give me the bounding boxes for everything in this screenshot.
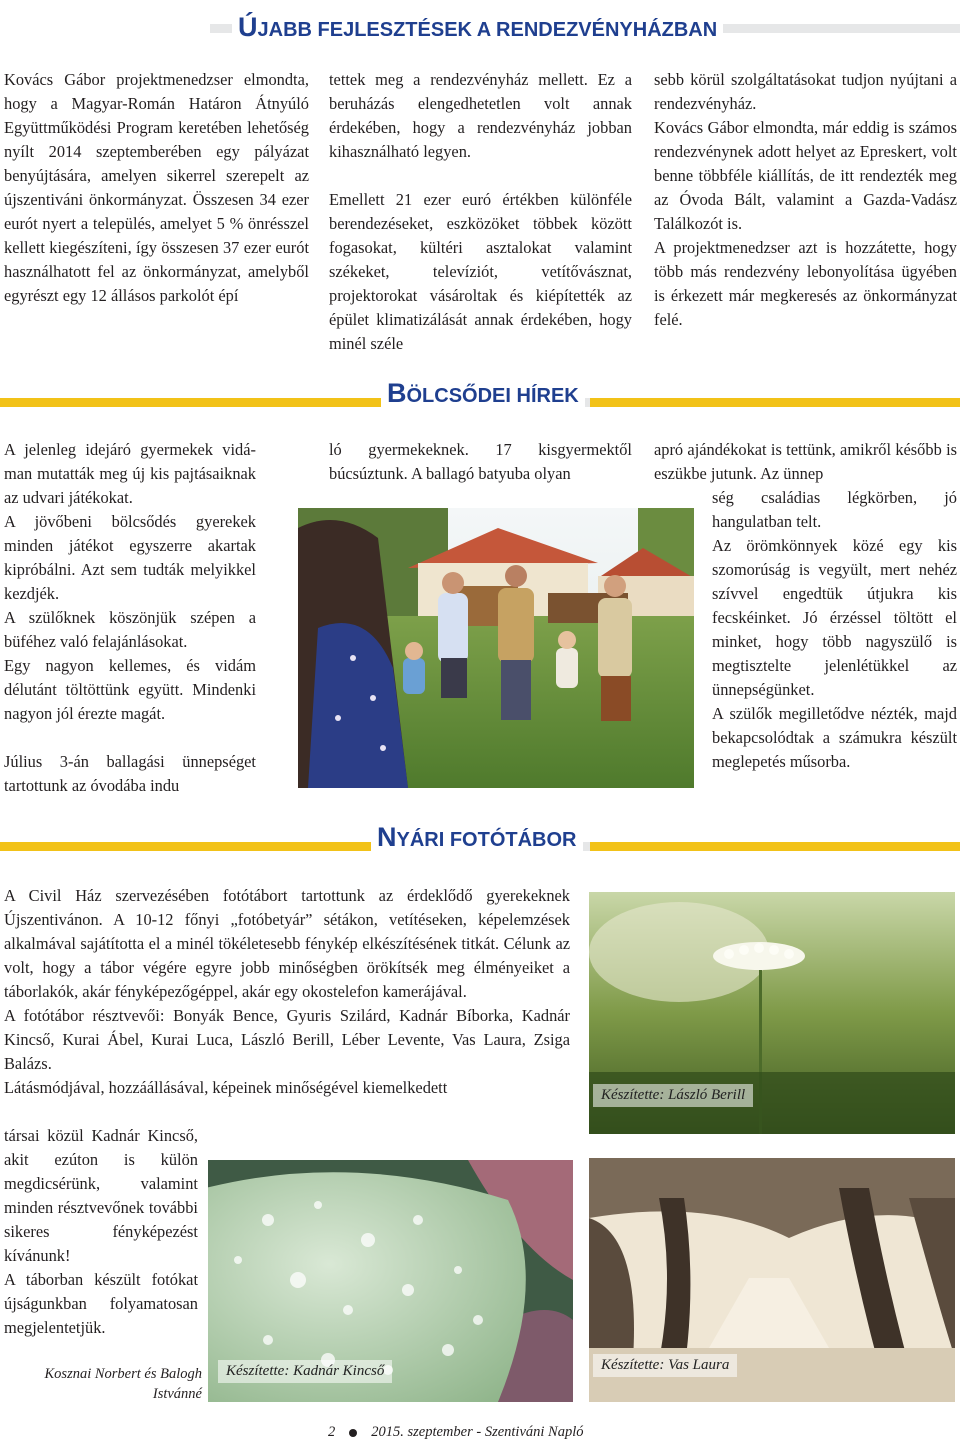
bullet-dot-icon — [349, 1429, 357, 1437]
caption-leaf: Készítette: Kadnár Kincső — [218, 1360, 392, 1383]
leaf-water-drops-photo — [208, 1160, 573, 1402]
article2-col3-p1: ség családias légkörben, jó hangulatban telt. — [712, 488, 957, 531]
section-title: BÖLCSŐDEI HÍREK — [381, 378, 585, 409]
article2-p1b: A jövőbeni bölcsődés gyerekek minden játékot egyszerre akartak kipróbálni. Azt sem tudták melyikkel kezdjék. — [4, 512, 256, 603]
article3-p4: A táborban készült fotókat újságunkban folyamatosan megjelentetjük. — [4, 1270, 198, 1337]
article3-p1: A Civil Ház szervezésében fotótábort tartottunk az érdeklődő gyerekeknek Újszentivánon. A 10-12 főnyi „fotóbetyár” sétákon, vetítéseken, képelemzések alkalmával sajátította el a minél tökéletesebb fénykép elkészítésének titkát. Célunk az volt, hogy a tábor végére egyre jobb minőségben örökítsék meg élményeiket a táborlakók, akár fényképezőgéppel, akár egy okostelefon kamerájával. — [4, 886, 570, 1001]
section-header-fototabor — [0, 820, 960, 860]
article2-col3 — [712, 486, 957, 774]
article2-col2: ló gyermekeknek. 17 kisgyermektől búcsúztunk. A ballagó batyuba olyan — [329, 440, 632, 483]
section-title: ÚJABB FEJLESZTÉSEK A RENDEZVÉNYHÁZBAN — [232, 12, 723, 43]
section-title: NYÁRI FOTÓTÁBOR — [371, 822, 583, 853]
title-bar-yellow-left — [0, 398, 385, 407]
page-footer — [0, 1424, 960, 1444]
article1-col3-p1: sebb körül szolgáltatásokat tudjon nyújtani a rendezvényház. — [654, 70, 957, 113]
party-photo-graphic — [298, 508, 694, 788]
page-number: 2 — [328, 1424, 336, 1440]
article1-col1: Kovács Gábor projektmenedzser elmondta, hogy a Magyar-Román Határon Átnyúló Együttműködési Program keretében lehetőség nyílt 2014 szeptemberében egy pályázat benyújtására, amelyen sikerrel szerepelt az újszentiváni önkormányzat. Összesen 34 ezer eurót nyert a település, amelyet 5 % önrésszel kellett kiegészíteni, így összesen 37 ezer eurót használhatott fel az önkormányzat, amelyből egyrészt egy 12 állásos parkolót épí — [4, 70, 309, 305]
title-bar-yellow-right — [590, 842, 960, 851]
article2-col3-p2: Az örömkönnyek közé egy kis szomorúság is vegyült, mert nehéz szívvel engedtük útjukra kis fecskéinket. Jó érzéssel töltött el minket, hogy több nagyszülő is megtisztelte jelenlétükkel az ünnepségünket. — [712, 536, 957, 699]
article2-p1: A jelenleg idejáró gyermekek vidáman mutatták meg új kis pajtásaiknak az udvari játékokat. — [4, 440, 256, 507]
publication-name: 2015. szeptember - Szentiváni Napló — [371, 1424, 584, 1440]
section-header-fejlesztesek — [0, 6, 960, 46]
article3-top-text — [4, 884, 570, 1100]
article2-col1 — [4, 438, 256, 798]
title-bar-yellow-right — [590, 398, 960, 407]
article1-col3-p3: A projektmenedzser azt is hozzátette, hogy több más rendezvény lebonyolítása ügyében is érkezett már megkeresés az önkormányzat felé. — [654, 238, 957, 329]
article1-col2-p1: tettek meg a rendezvényház mellett. Ez a beruházás elengedhetetlen volt annak érdekében, hogy a rendezvényház jobban kihasználható legyen. — [329, 70, 632, 161]
footer-line — [328, 1424, 584, 1441]
article2-col3-p3: A szülők megilletődve nézték, majd bekapcsolódtak a számukra készült meglepetés műsorba. — [712, 704, 957, 771]
article2-col3-top: apró ajándékokat is tettünk, amikről később is eszükbe jutunk. Az ünnep — [654, 440, 957, 483]
article1-col3-p2: Kovács Gábor elmondta, már eddig is számos rendezvénynek adott helyet az Epreskert, volt benne többféle kiállítás, de itt rendezték meg az Óvoda Bált, valamint a Gazda-Vadász Találkozót is. — [654, 118, 957, 233]
article2-p3: Egy nagyon kellemes, és vidám délutánt töltöttünk együtt. Mindenki nagyon jól érezte magát. — [4, 656, 256, 723]
article3-author: Kosznai Norbert és Balogh Istvánné — [44, 1366, 202, 1402]
article3-p3a: Látásmódjával, hozzáállásával, képeinek minőségével kiemelkedett — [4, 1078, 448, 1097]
caption-flower: Készítette: László Berill — [593, 1084, 753, 1107]
title-bar-yellow-left — [0, 842, 372, 851]
caption-trees: Készítette: Vas Laura — [593, 1354, 737, 1377]
article1-col2 — [329, 68, 632, 356]
flower-photo — [589, 892, 955, 1134]
section-header-bolcsodei — [0, 376, 960, 416]
article1-col3 — [654, 68, 957, 332]
tree-alley-photo — [589, 1158, 955, 1402]
article3-p2: A fotótábor résztvevői: Bonyák Bence, Gyuris Szilárd, Kadnár Bíborka, Kadnár Kincső, Kurai Ábel, Kurai Luca, László Berill, Léber Levente, Vas Laura, Zsiga Balázs. — [4, 1006, 570, 1073]
article3-narrow-text — [4, 1124, 202, 1402]
article1-col2-p2: Emellett 21 ezer euró értékben különféle berendezéseket, eszközöket többek között fogasokat, kültéri asztalokat valamint székeket, televíziót, vetítővásznat, projektorokat vásároltak és kiépítették az épület klimatizálását annak érdekében, hogy minél széle — [329, 190, 632, 353]
article3-p3b: társai közül Kadnár Kincső, akit ezúton is külön megdicsérünk, valamint minden résztvevőnek további sikeres fényképezést kívánunk! — [4, 1126, 198, 1265]
kindergarten-party-photo — [298, 508, 694, 788]
article2-p2: A szülőknek köszönjük szépen a büféhez való felajánlásokat. — [4, 608, 256, 651]
article2-p4: Július 3-án ballagási ünnepséget tartottunk az óvodába indu — [4, 752, 256, 795]
